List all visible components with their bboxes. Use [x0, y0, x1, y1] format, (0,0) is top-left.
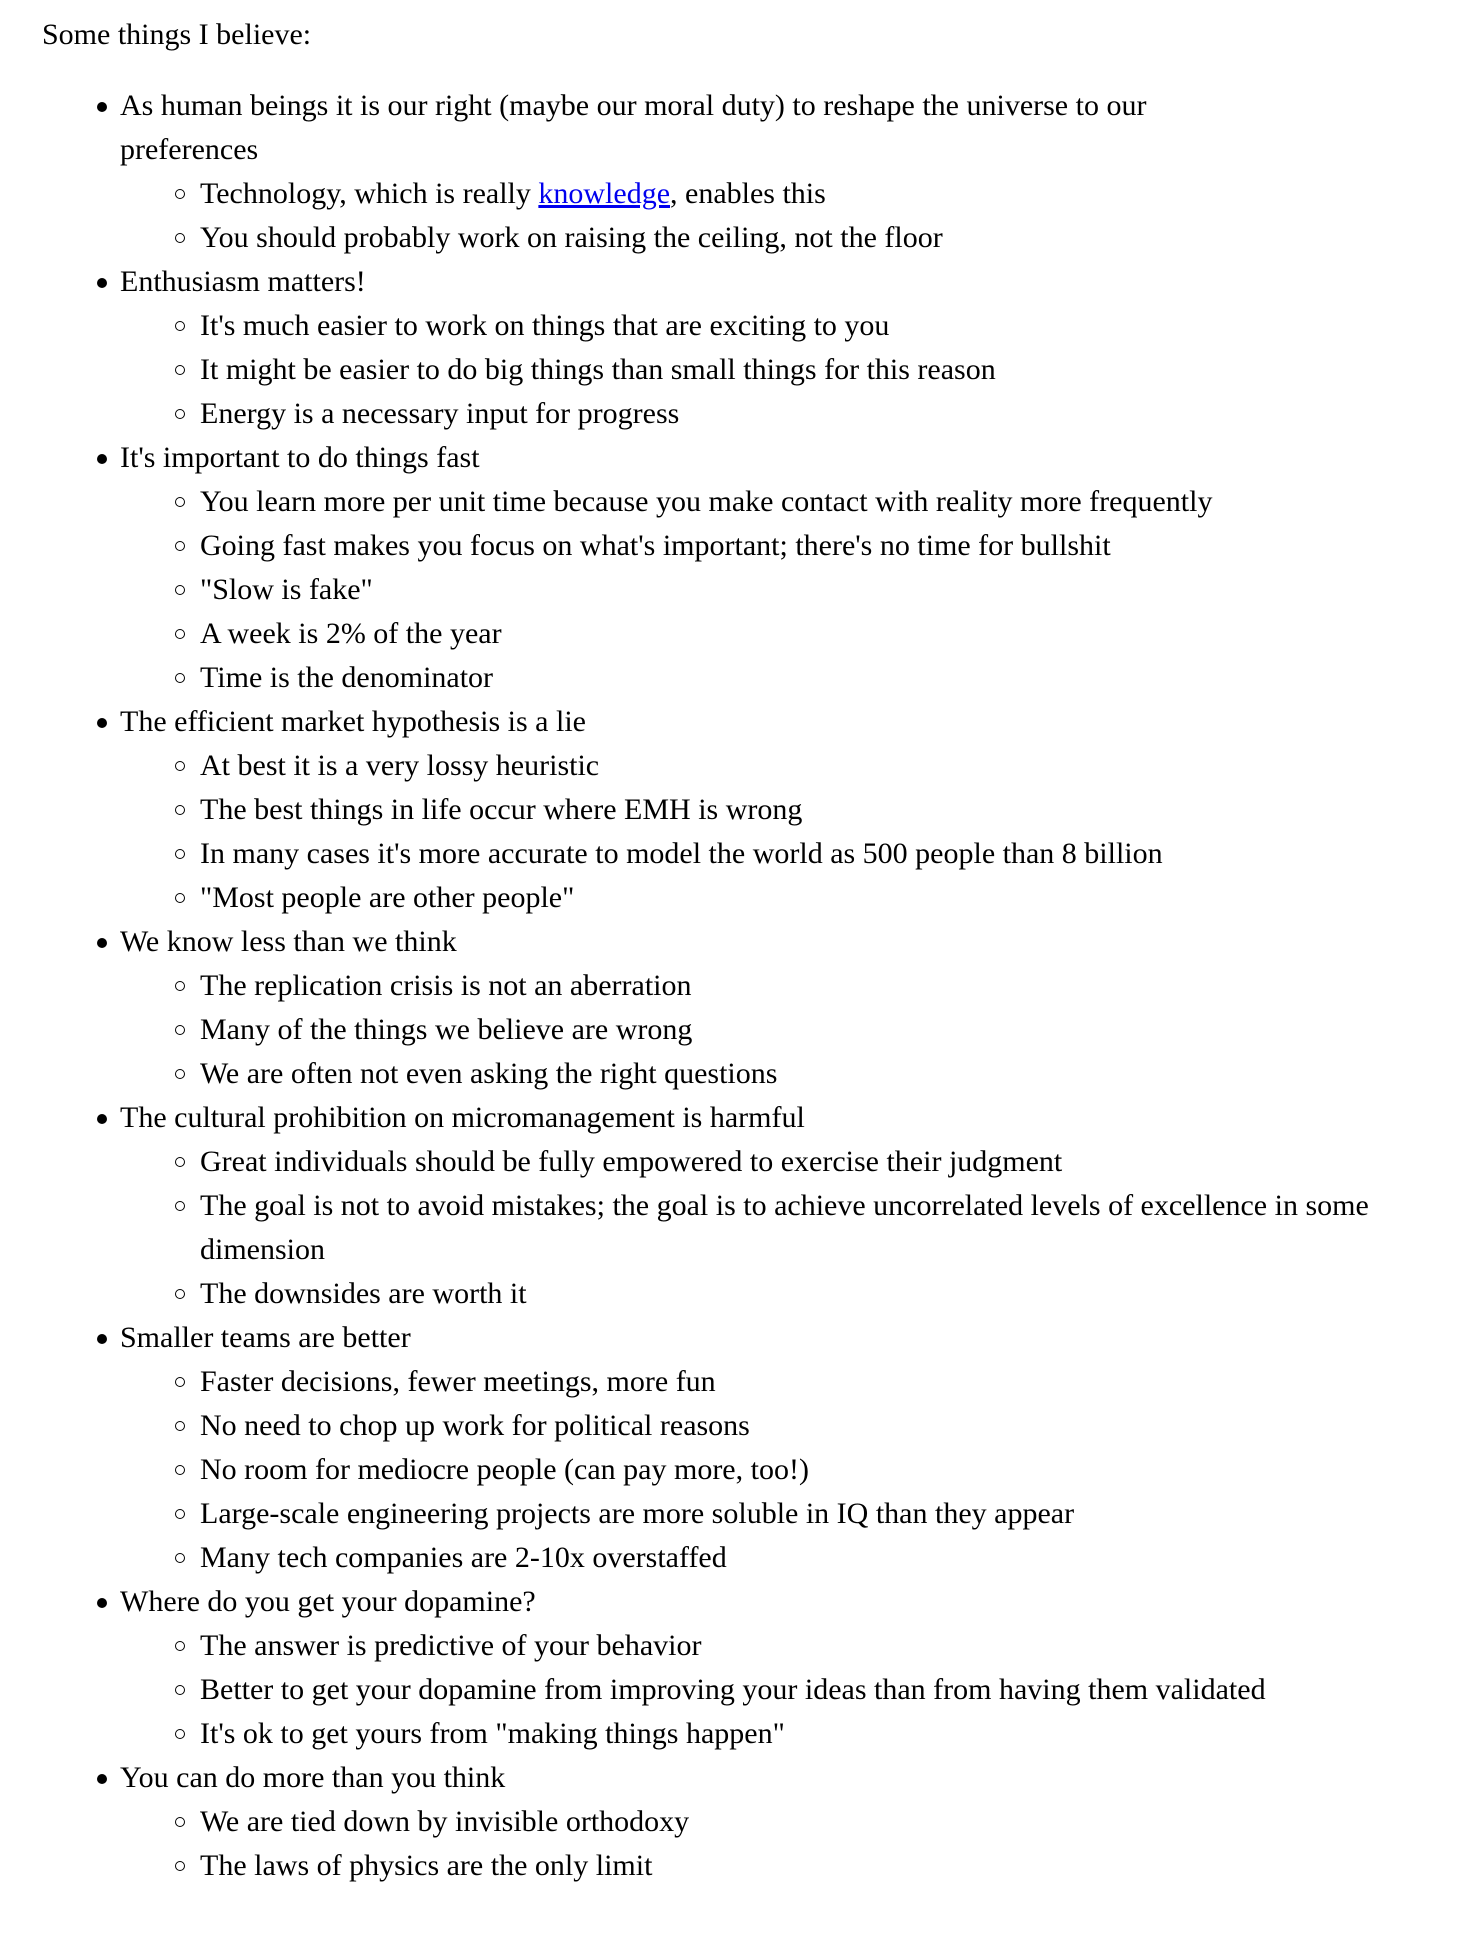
bullet-circle-icon	[175, 1289, 185, 1299]
belief-item	[42, 920, 1442, 1096]
sub-text-after-link: , enables this	[670, 177, 826, 210]
sub-text: Large-scale engineering projects are more soluble in IQ than they appear	[200, 1497, 1075, 1530]
belief-text: It's important to do things fast	[120, 441, 480, 474]
sub-item	[120, 1052, 1442, 1096]
sub-item	[120, 1184, 1442, 1272]
sub-list	[120, 744, 1442, 920]
bullet-circle-icon	[175, 629, 185, 639]
belief-item	[42, 84, 1442, 260]
sub-item	[120, 1800, 1442, 1844]
sub-item	[120, 1140, 1442, 1184]
belief-item	[42, 1096, 1442, 1316]
bullet-circle-icon	[175, 981, 185, 991]
sub-item	[120, 1492, 1442, 1536]
sub-list	[120, 304, 1442, 436]
sub-text: A week is 2% of the year	[200, 617, 502, 650]
sub-item	[120, 348, 1442, 392]
bullet-circle-icon	[175, 1861, 185, 1871]
belief-item	[42, 436, 1442, 700]
bullet-circle-icon	[175, 409, 185, 419]
bullet-circle-icon	[175, 585, 185, 595]
bullet-circle-icon	[175, 849, 185, 859]
bullet-circle-icon	[175, 1553, 185, 1563]
bullet-circle-icon	[175, 1641, 185, 1651]
sub-text: "Most people are other people"	[200, 881, 575, 914]
bullet-disc-icon	[97, 278, 107, 288]
bullet-circle-icon	[175, 497, 185, 507]
belief-text: As human beings it is our right (maybe our moral duty) to reshape the universe to our preferences	[120, 89, 1147, 166]
bullet-circle-icon	[175, 893, 185, 903]
belief-item	[42, 700, 1442, 920]
beliefs-list	[42, 84, 1442, 1888]
sub-text: No room for mediocre people (can pay more, too!)	[200, 1453, 809, 1486]
sub-list	[120, 480, 1442, 700]
sub-item	[120, 612, 1442, 656]
sub-text: At best it is a very lossy heuristic	[200, 749, 600, 782]
belief-item	[42, 260, 1442, 436]
bullet-circle-icon	[175, 1157, 185, 1167]
sub-list	[120, 1800, 1442, 1888]
bullet-circle-icon	[175, 805, 185, 815]
bullet-disc-icon	[97, 1114, 107, 1124]
bullet-circle-icon	[175, 1377, 185, 1387]
sub-text: The goal is not to avoid mistakes; the goal is to achieve uncorrelated levels of excellence in some dimension	[200, 1189, 1369, 1266]
sub-text: You should probably work on raising the ceiling, not the floor	[200, 221, 943, 254]
belief-text: The efficient market hypothesis is a lie	[120, 705, 586, 738]
belief-text: Enthusiasm matters!	[120, 265, 366, 298]
belief-item	[42, 1580, 1442, 1756]
bullet-circle-icon	[175, 233, 185, 243]
bullet-circle-icon	[175, 1509, 185, 1519]
sub-item	[120, 524, 1442, 568]
sub-text: Better to get your dopamine from improving your ideas than from having them validated	[200, 1673, 1266, 1706]
bullet-circle-icon	[175, 189, 185, 199]
sub-item	[120, 1624, 1442, 1668]
sub-text: The answer is predictive of your behavior	[200, 1629, 702, 1662]
sub-text: In many cases it's more accurate to model the world as 500 people than 8 billion	[200, 837, 1163, 870]
sub-text: Many of the things we believe are wrong	[200, 1013, 693, 1046]
sub-item	[120, 1536, 1442, 1580]
bullet-disc-icon	[97, 718, 107, 728]
belief-text: Where do you get your dopamine?	[120, 1585, 536, 1618]
sub-item	[120, 172, 1442, 216]
sub-text: The laws of physics are the only limit	[200, 1849, 653, 1882]
bullet-circle-icon	[175, 541, 185, 551]
sub-text: Great individuals should be fully empowered to exercise their judgment	[200, 1145, 1063, 1178]
bullet-circle-icon	[175, 1069, 185, 1079]
sub-list	[120, 1360, 1442, 1580]
bullet-circle-icon	[175, 1421, 185, 1431]
bullet-circle-icon	[175, 1025, 185, 1035]
bullet-disc-icon	[97, 938, 107, 948]
bullet-circle-icon	[175, 1201, 185, 1211]
sub-list	[120, 964, 1442, 1096]
sub-item	[120, 876, 1442, 920]
sub-item	[120, 744, 1442, 788]
bullet-circle-icon	[175, 1729, 185, 1739]
bullet-disc-icon	[97, 102, 107, 112]
sub-text: You learn more per unit time because you make contact with reality more frequently	[200, 485, 1213, 518]
sub-item	[120, 964, 1442, 1008]
sub-item	[120, 832, 1442, 876]
sub-text: Many tech companies are 2-10x overstaffed	[200, 1541, 727, 1574]
bullet-circle-icon	[175, 1465, 185, 1475]
sub-item	[120, 1448, 1442, 1492]
sub-item	[120, 480, 1442, 524]
sub-text-before-link: Technology, which is really	[200, 177, 539, 210]
sub-item	[120, 1844, 1442, 1888]
belief-item	[42, 1316, 1442, 1580]
belief-text: The cultural prohibition on micromanagement is harmful	[120, 1101, 805, 1134]
sub-item	[120, 788, 1442, 832]
bullet-circle-icon	[175, 1685, 185, 1695]
bullet-circle-icon	[175, 365, 185, 375]
sub-text: "Slow is fake"	[200, 573, 373, 606]
sub-text: The best things in life occur where EMH is wrong	[200, 793, 803, 826]
intro-heading: Some things I believe:	[42, 18, 312, 51]
sub-item	[120, 1404, 1442, 1448]
sub-text: Time is the denominator	[200, 661, 494, 694]
belief-text: Smaller teams are better	[120, 1321, 411, 1354]
document-body	[42, 14, 1442, 1888]
sub-item	[120, 1272, 1442, 1316]
bullet-disc-icon	[97, 1334, 107, 1344]
sub-item	[120, 1360, 1442, 1404]
sub-text: It might be easier to do big things than small things for this reason	[200, 353, 996, 386]
bullet-circle-icon	[175, 673, 185, 683]
sub-item	[120, 1712, 1442, 1756]
bullet-circle-icon	[175, 321, 185, 331]
bullet-circle-icon	[175, 761, 185, 771]
sub-item	[120, 568, 1442, 612]
sub-text: The downsides are worth it	[200, 1277, 527, 1310]
bullet-circle-icon	[175, 1817, 185, 1827]
sub-text: Faster decisions, fewer meetings, more fun	[200, 1365, 716, 1398]
sub-list	[120, 172, 1442, 260]
sub-item	[120, 392, 1442, 436]
sub-text: Energy is a necessary input for progress	[200, 397, 680, 430]
bullet-disc-icon	[97, 1598, 107, 1608]
belief-item	[42, 1756, 1442, 1888]
sub-text: The replication crisis is not an aberration	[200, 969, 692, 1002]
sub-item	[120, 656, 1442, 700]
sub-text	[200, 172, 1370, 216]
sub-list	[120, 1624, 1442, 1756]
sub-text: We are tied down by invisible orthodoxy	[200, 1805, 690, 1838]
sub-item	[120, 1668, 1442, 1712]
sub-item	[120, 1008, 1442, 1052]
bullet-disc-icon	[97, 1774, 107, 1784]
sub-text: It's much easier to work on things that are exciting to you	[200, 309, 890, 342]
sub-list	[120, 1140, 1442, 1316]
knowledge-link[interactable]: knowledge	[538, 177, 671, 210]
sub-text: We are often not even asking the right questions	[200, 1057, 778, 1090]
bullet-disc-icon	[97, 454, 107, 464]
sub-text: Going fast makes you focus on what's important; there's no time for bullshit	[200, 529, 1111, 562]
sub-item	[120, 216, 1442, 260]
sub-text: It's ok to get yours from "making things happen"	[200, 1717, 785, 1750]
belief-text: We know less than we think	[120, 925, 457, 958]
sub-item	[120, 304, 1442, 348]
belief-text: You can do more than you think	[120, 1761, 506, 1794]
sub-text: No need to chop up work for political reasons	[200, 1409, 750, 1442]
